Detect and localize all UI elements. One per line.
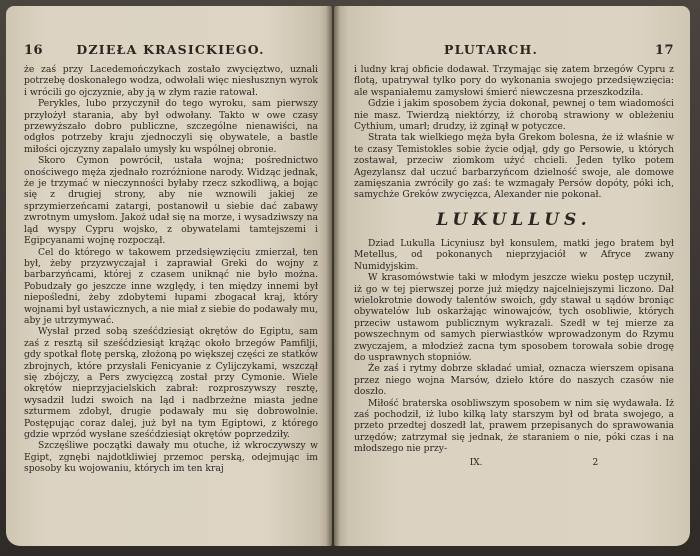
paragraph: Wysłał przed sobą sześćdziesiąt okrętów do Egiptu, sam zaś z resztą sił sześćdziesiąt krążąc około brzegów Pamfilji, gdy spotkał flotę perską, złożoną po większej części ze statków zbrojnych, które przysłali Fenicyanie z Cylijczykami, wszczął się zbójczy, a Pers zwycięzcą został przy Cymonie. Wiele okrętów nieprzyjacielskich zabrał: rozproszywszy resztę, wysadził ludzi swoich na ląd i nadbrzeżne miasta jedne szturmem zdobył, drugie podawały mu się dobrowolnie. Postępując coraz dalej, już był na tym Egiptowi, z którego gdzie wprzód wysłane sześćdziesiąt okrętów poprzedziły. (24, 326, 318, 440)
left-page (6, 6, 332, 546)
paragraph: Cel do którego w takowem przedsięwzięciu zmierzał, ten był, żeby przyzwyczajał i zaprawiał Greki do wojny z barbarzyńcami, której z czasem uniknąć nie było można. Pobudzały go jeszcze inne względy, i ten między innemi był niepośledni, żeby zdobytemi łupami zbogacał kraj, który wojnami był ustawicznych, a nie miał z siebie do podawały mu, aby je utrzymywać. (24, 246, 318, 326)
paragraph: Miłość braterska osobliwszym sposobem w nim się wydawała. Iż zaś pochodził, iż lubo kilką laty starszym był od brata swojego, a przeto przedtej doszedł lat, prawem przepisanych do sprawowania urzędów; zatrzymał się jednak, że staraniem o nie, póki czas i na młodszego nie przy- (354, 397, 674, 455)
right-page-number: 17 (654, 43, 674, 58)
signature-mark: IX. (469, 457, 483, 468)
paragraph: że zaś przy Lacedemończykach zostało zwycięztwo, uznali potrzebę doskonałego wodza, odwołali więc niesłusznyn wyrok i wrócili go ojczyznie, aby ją w złym razie ratował. (24, 64, 318, 98)
right-running-title: PLUTARCH. (444, 42, 539, 57)
right-page (334, 6, 690, 546)
paragraph: W krasomówstwie taki w młodym jeszcze wieku postęp uczynił, iż go w tej pierwszej porze już między najcelniejszymi liczono. Dał wielokrotnie dowody talentów swoich, gdy stawał u sądów broniąc obywatelów lub oskarżając winowajców, tych osobliwie, których przeciw ustawom publicznym wykrazali. Szedł w tej mierze za powszechnym od samych pierwiastków wprowadzonym do Rzymu zwyczajem, a młodzież zacna tym sposobem torowała sobie drogę do usprawnych stopniów. (354, 272, 674, 363)
paragraph: Perykles, lubo przyczynił do tego wyroku, sam pierwszy przyłożył starania, aby był odwołany. Takto w owe czasy przewyższało dobro publiczne, szczególne nienawiści, na odgłos potrzeby kraju zjednoczyli się obywatele, a bastle miłości ojczyzny zapalało umysły ku wspólnej obronie. (24, 98, 318, 155)
left-page-number: 16 (24, 43, 44, 58)
left-running-title: DZIEŁA KRASICKIEGO. (76, 42, 265, 57)
right-page-header (354, 42, 674, 58)
paragraph: Gdzie i jakim sposobem życia dokonał, pewnej o tem wiadomości nie masz. Twierdzą niektórzy, iż chorobą strawiony w obleżeniu Cythium, umarł; drudzy, iż zginął w potyczce. (354, 98, 674, 133)
gathering-number: 2 (592, 457, 599, 468)
right-page-body (354, 64, 674, 468)
paragraph: Że zaś i rytmy dobrze składać umiał, oznacza wierszem opisana przez niego wojna Marsów, dzieło które do naszych czasów nie doszło. (354, 363, 674, 398)
left-page-header (24, 42, 318, 58)
paragraph: Dziad Lukulla Licyniusz był konsulem, matki jego bratem był Metellus, od pokonanych nieprzyjaciół w Afryce zwany Numidyjskim. (354, 237, 674, 272)
paragraph: Szczęśliwe początki dawały mu otuche, iż wkroczywszy w Egipt, zgnębi najdotkliwiej przemoc perską, odejmując im sposoby ku wojowaniu, których im ten kraj (24, 440, 318, 475)
paragraph: Skoro Cymon powrócił, ustała wojna; pośrednictwo onościwego męża zjednało rozróżnione narody. Widząc jednak, że je trzymać w nieczynności byłaby rzecz szkodliwą, a bojąc się z drugiej strony, aby nie wznowili jakiej ze sprzymierzeńcami zatargi, postanowił u siebie dać zabawy zwrotnym umysłom. Jakoż udał się na morze, i wysadziwszy na ląd wyspy Cypru wojsko, z obywatelami tamtejszemi i Egipcyanami wojnę rozpoczął. (24, 155, 318, 247)
paragraph: Strata tak wielkiego męża była Grekom bolesna, że iż właśnie w te czasy Temistokles sobie życie odjął, gdy go Persowie, u których zostawał, przeciw ziomkom użyć chcieli. Jeden tylko potem Agezylansz dał uczuć barbarzyńcom dzielność swoje, ale domowe zamięszania zwróciły go zaś: te wzmagały Persów dopóty, póki ich, samychże Greków zwycięzca, Alexander nie pokonał. (354, 132, 674, 201)
chapter-title: LUKULLUS. (436, 209, 592, 230)
left-page-body (24, 64, 318, 475)
paragraph: i ludny kraj obficie dodawał. Trzymając się zatem brzegów Cypru z flotą, upatrywał tylko pory do wykonania swojego przedsięwzięcia: ale wspaniałemu zamysłowi śmierć niewczesna przeszkodziła. (354, 64, 674, 98)
page-footer (354, 458, 674, 468)
